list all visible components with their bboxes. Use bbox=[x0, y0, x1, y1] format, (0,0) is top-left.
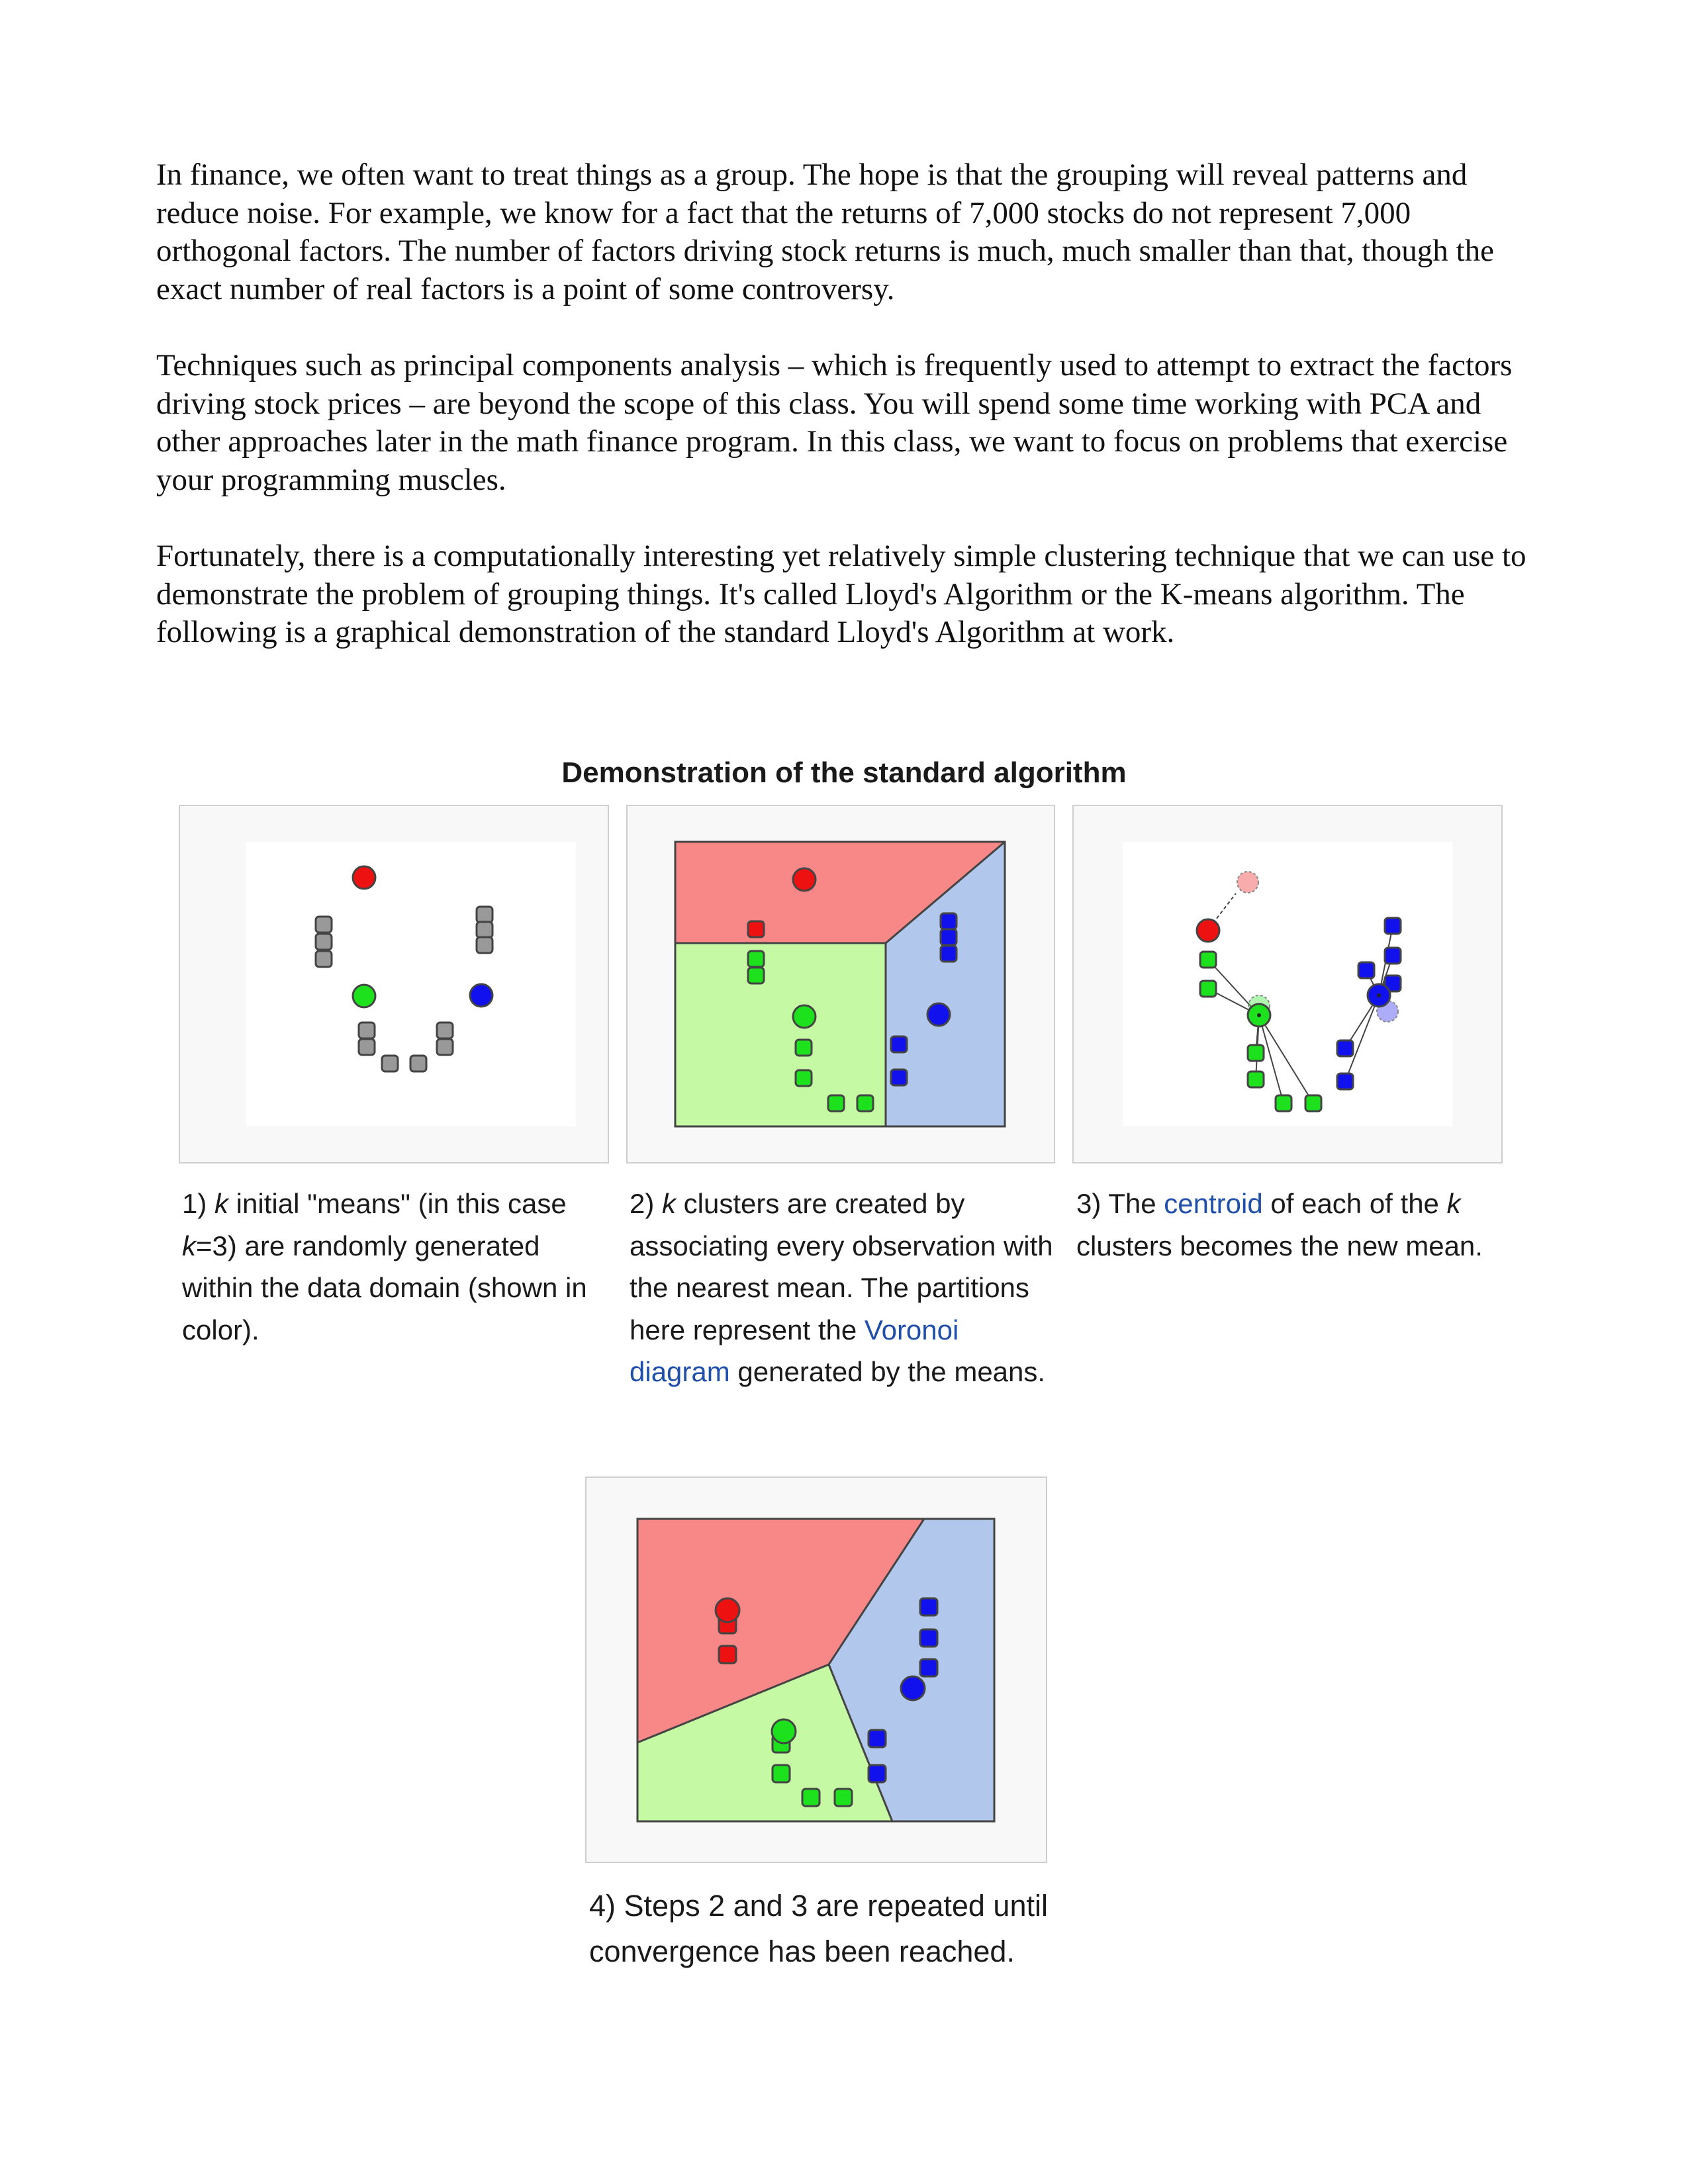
step1-caption bbox=[182, 1183, 606, 1351]
plot-area bbox=[1123, 842, 1452, 1126]
observation-point bbox=[835, 1789, 852, 1806]
observation-point bbox=[316, 934, 332, 950]
mean-red bbox=[716, 1598, 739, 1622]
observation-point bbox=[1200, 952, 1216, 968]
voronoi-diagram-link[interactable]: Voronoi diagram bbox=[630, 1314, 959, 1387]
observation-point bbox=[868, 1730, 886, 1747]
observation-point bbox=[941, 929, 957, 945]
mean-blue bbox=[927, 1003, 950, 1026]
step3-figure bbox=[1072, 805, 1503, 1163]
observation-point bbox=[1305, 1095, 1321, 1111]
observation-point bbox=[941, 946, 957, 962]
observation-point bbox=[891, 1069, 907, 1085]
voronoi-region-green bbox=[675, 943, 886, 1126]
observation-point bbox=[1200, 981, 1216, 997]
observation-point bbox=[1337, 1073, 1353, 1089]
step4-caption: 4) Steps 2 and 3 are repeated until convergence has been reached. bbox=[589, 1889, 1048, 1968]
observation-point bbox=[437, 1039, 453, 1055]
step3-text-c: clusters becomes the new mean. bbox=[1076, 1230, 1483, 1261]
step3-text-a: 3) The bbox=[1076, 1188, 1164, 1219]
observation-point bbox=[359, 1023, 375, 1038]
observation-point bbox=[1276, 1095, 1291, 1111]
intro-paragraph-2: Techniques such as principal components analysis – which is frequently used to attempt to extract the factors driving stock prices – are beyond the scope of this class. You will spend some time working with PCA and other approaches later in the math finance program. In this class, we want to focus on problems that exercise your programming muscles. bbox=[156, 348, 1513, 497]
mean-red bbox=[353, 866, 375, 889]
step3-diagram bbox=[1074, 806, 1501, 1162]
observation-point bbox=[773, 1765, 790, 1782]
k-variable: k bbox=[214, 1188, 229, 1219]
step1-figure bbox=[179, 805, 609, 1163]
mean-blue bbox=[901, 1676, 925, 1700]
observation-point bbox=[1337, 1040, 1353, 1056]
mean-green bbox=[793, 1005, 816, 1028]
observation-point bbox=[796, 1040, 812, 1056]
observation-point bbox=[719, 1646, 736, 1663]
mean-red bbox=[1197, 919, 1219, 942]
observation-point bbox=[857, 1095, 873, 1111]
step2-number: 2) bbox=[630, 1188, 663, 1219]
step1-diagram bbox=[180, 806, 608, 1162]
plot-area bbox=[246, 842, 576, 1126]
mean-green bbox=[353, 985, 375, 1007]
step3-text-b: of each of the bbox=[1262, 1188, 1447, 1219]
observation-point bbox=[748, 951, 764, 967]
step4-diagram bbox=[586, 1478, 1046, 1862]
observation-point bbox=[796, 1070, 812, 1086]
observation-point bbox=[920, 1659, 937, 1676]
observation-point bbox=[1248, 1045, 1264, 1061]
centroid-dot bbox=[1377, 993, 1381, 997]
step1-number: 1) bbox=[182, 1188, 215, 1219]
observation-point bbox=[316, 951, 332, 967]
centroid-dot bbox=[1257, 1013, 1261, 1017]
observation-point bbox=[477, 907, 492, 923]
step2-diagram bbox=[628, 806, 1054, 1162]
observation-point bbox=[316, 917, 332, 933]
observation-point bbox=[1248, 1071, 1264, 1087]
demo-title: Demonstration of the standard algorithm bbox=[561, 756, 1127, 789]
observation-point bbox=[891, 1036, 907, 1052]
observation-point bbox=[1385, 918, 1401, 934]
mean-red bbox=[793, 868, 816, 891]
observation-point bbox=[437, 1023, 453, 1038]
intro-paragraph-3: Fortunately, there is a computationally interesting yet relatively simple clustering technique that we can use to demonstrate the problem of grouping things. It's called Lloyd's Algorithm or the K-means algorithm. The following is a graphical demonstration of the standard Lloyd's Algorithm at work. bbox=[156, 539, 1526, 649]
observation-point bbox=[941, 913, 957, 929]
k-variable: k bbox=[1446, 1188, 1461, 1219]
observation-point bbox=[802, 1789, 820, 1806]
observation-point bbox=[1358, 962, 1374, 978]
mean-green bbox=[772, 1719, 796, 1743]
step2-figure bbox=[626, 805, 1055, 1163]
step4-figure bbox=[585, 1477, 1047, 1863]
step1-text-a: initial "means" (in this case bbox=[228, 1188, 567, 1219]
observation-point bbox=[382, 1056, 398, 1071]
observation-point bbox=[477, 922, 492, 938]
k-variable: k bbox=[182, 1230, 196, 1261]
k-variable: k bbox=[662, 1188, 677, 1219]
observation-point bbox=[748, 921, 764, 937]
observation-point bbox=[748, 968, 764, 983]
step2-text-a: clusters are created by associating every observation with the nearest mean. The partitions here represent the bbox=[630, 1188, 1053, 1345]
intro-paragraph-1: In finance, we often want to treat things as a group. The hope is that the grouping will reveal patterns and reduce noise. For example, we know for a fact that the returns of 7,000 stocks do not represent 7,000 orthogonal factors. The number of factors driving stock returns is much, much smaller than that, though the exact number of real factors is a point of some controversy. bbox=[156, 158, 1494, 306]
centroid-link[interactable]: centroid bbox=[1164, 1188, 1263, 1219]
step1-text-b: =3) are randomly generated within the data domain (shown in color). bbox=[182, 1230, 587, 1345]
observation-point bbox=[868, 1765, 886, 1782]
observation-point bbox=[920, 1629, 937, 1647]
observation-point bbox=[1385, 948, 1401, 964]
observation-point bbox=[920, 1598, 937, 1615]
step2-caption bbox=[630, 1183, 1053, 1393]
step2-text-b: generated by the means. bbox=[729, 1356, 1046, 1387]
old-mean-red bbox=[1237, 872, 1258, 893]
mean-blue bbox=[470, 984, 492, 1007]
observation-point bbox=[410, 1056, 426, 1071]
observation-point bbox=[477, 937, 492, 953]
observation-point bbox=[359, 1039, 375, 1055]
step3-caption bbox=[1076, 1183, 1500, 1267]
observation-point bbox=[828, 1095, 844, 1111]
